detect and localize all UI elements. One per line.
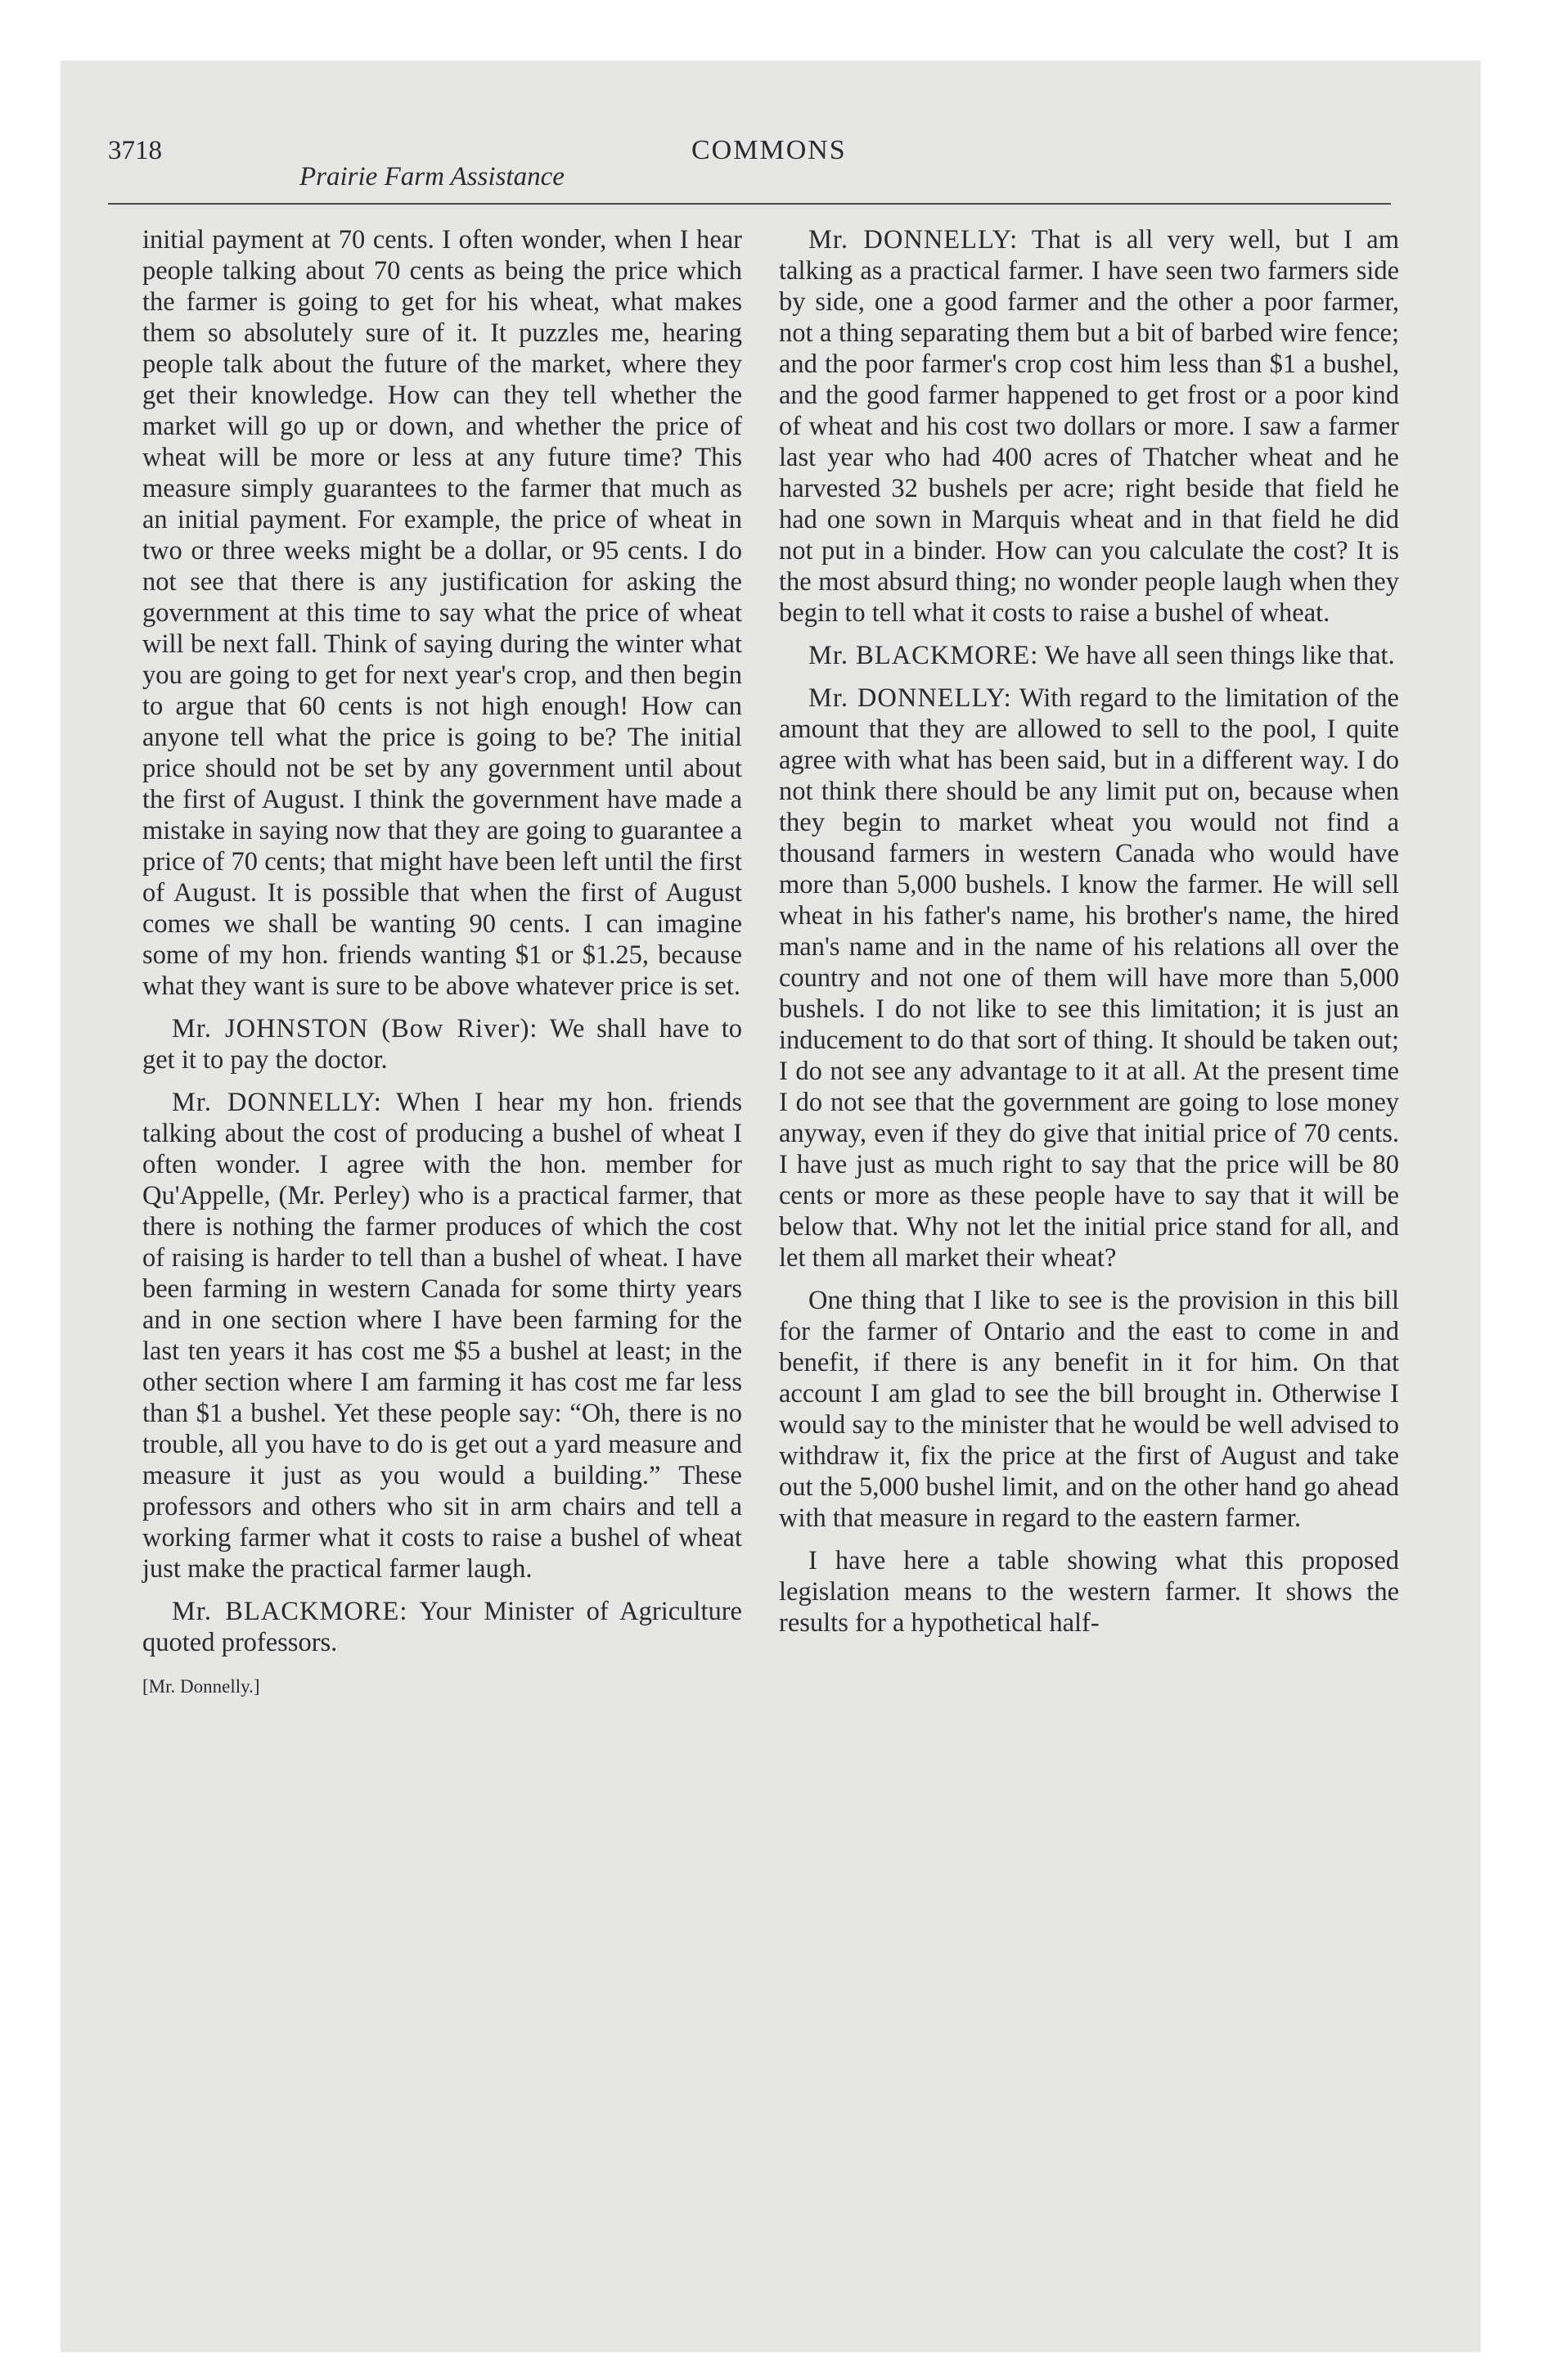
paragraph-text: initial payment at 70 cents. I often wonder, when I hear people talking about 70 cents as being the price which the farmer is going to get for his wheat, what makes them so absolutely sure of it. It puzzles me, hearing people talk about the future of the market, where they get their knowledge. How can they tell whether the market will go up or down, and whether the price of wheat will be more or less at any future time? This measure simply guarantees to the farmer that much as an initial payment. For example, the price of wheat in two or three weeks might be a dollar, or 95 cents. I do not see that there is any justification for asking the government at this time to say what the price of wheat will be next fall. Think of saying during the winter what you are going to get for next year's crop, and then begin to argue that 60 cents is not high enough! How can anyone tell what the price is going to be? The initial price should not be set by any government until about the first of August. I think the government have made a mistake in saying now that they are going to guarantee a price of 70 cents; that might have been left until the first of August. It is possible that when the first of August comes we shall be wanting 90 cents. I can imagine some of my hon. friends wanting $1 or $1.25, because what they want is sure to be above whatever price is set. xyxy=(142,225,742,1001)
paragraph xyxy=(142,224,742,1002)
speaker-name: Mr. BLACKMORE: xyxy=(808,641,1039,670)
footer-note: [Mr. Donnelly.] xyxy=(142,1676,260,1697)
paragraph xyxy=(142,1013,742,1075)
left-column xyxy=(142,224,742,1702)
paragraph-text: When I hear my hon. friends talking about the cost of producing a bushel of wheat I often wonder. I agree with the hon. member for Qu'Appelle, (Mr. Perley) who is a practical farmer, that there is nothing the farmer produces of which the cost of raising is harder to tell than a bushel of wheat. I have been farming in western Canada for some thirty years and in one section where I have been farming for the last ten years it has cost me $5 a bushel at least; in the other section where I am farming it has cost me far less than $1 a bushel. Yet these people say: “Oh, there is no trouble, all you have to do is get out a yard measure and measure it just as you would a building.” These professors and others who sit in arm chairs and tell a working farmer what it costs to raise a bushel of wheat just make the practical farmer laugh. xyxy=(142,1088,742,1584)
speaker-name: Mr. DONNELLY: xyxy=(808,225,1019,255)
header-center-title: COMMONS xyxy=(691,135,847,165)
paragraph xyxy=(779,640,1399,671)
paragraph xyxy=(142,1596,742,1658)
paragraph-text: Your Minister of Agriculture quoted professors. xyxy=(142,1597,742,1657)
header-rule xyxy=(108,203,1391,205)
page-number: 3718 xyxy=(108,136,162,165)
paragraph-text: I have here a table showing what this proposed legislation means to the western farmer. It shows the results for a hypothetical half- xyxy=(779,1546,1399,1638)
running-title: Prairie Farm Assistance xyxy=(299,162,565,192)
paragraph xyxy=(779,1285,1399,1534)
speaker-name: Mr. DONNELLY: xyxy=(172,1088,382,1117)
paragraph-text: We have all seen things like that. xyxy=(1038,641,1395,670)
paragraph-text: We shall have to get it to pay the doctor. xyxy=(142,1014,743,1075)
speaker-name: Mr. JOHNSTON (Bow River): xyxy=(172,1014,538,1044)
paragraph xyxy=(779,224,1399,629)
right-column xyxy=(779,224,1399,1639)
paragraph xyxy=(779,1545,1399,1639)
paragraph-text: One thing that I like to see is the provision in this bill for the farmer of Ontario and the east to come in and benefit, if there is any benefit in it for him. On that account I am glad to see the bill brought in. Otherwise I would say to the minister that he would be well advised to withdraw it, fix the price at the first of August and take out the 5,000 bushel limit, and on the other hand go ahead with that measure in regard to the eastern farmer. xyxy=(779,1286,1399,1533)
speaker-name: Mr. BLACKMORE: xyxy=(172,1597,408,1626)
paragraph-text: That is all very well, but I am talking as a practical farmer. I have seen two farmers side by side, one a good farmer and the other a poor farmer, not a thing separating them but a bit of barbed wire fence; and the poor farmer's crop cost him less than $1 a bushel, and the good farmer happened to get frost or a poor kind of wheat and his cost two dollars or more. I saw a farmer last year who had 400 acres of Thatcher wheat and he harvested 32 bushels per acre; right beside that field he had one sown in Marquis wheat and in that field he did not put in a binder. How can you calculate the cost? It is the most absurd thing; no wonder people laugh when they begin to tell what it costs to raise a bushel of wheat. xyxy=(779,225,1400,628)
paragraph-text: With regard to the limitation of the amount that they are allowed to sell to the pool, I quite agree with what has been said, but in a different way. I do not think there should be any limit put on, because when they begin to market wheat you would not find a thousand farmers in western Canada who would have more than 5,000 bushels. I know the farmer. He will sell wheat in his father's name, his brother's name, the hired man's name and in the name of his relations all over the country and not one of them will have more than 5,000 bushels. I do not like to see this limitation; it is just an inducement to do that sort of thing. It should be taken out; I do not see any advantage to it at all. At the present time I do not see that the government are going to lose money anyway, even if they do give that initial price of 70 cents. I have just as much right to say that the price will be 80 cents or more as these people have to say that it will be below that. Why not let the initial price stand for all, and let them all market their wheat? xyxy=(779,683,1399,1273)
speaker-name: Mr. DONNELLY: xyxy=(808,683,1012,713)
paragraph xyxy=(779,683,1399,1273)
paragraph xyxy=(142,1087,742,1584)
